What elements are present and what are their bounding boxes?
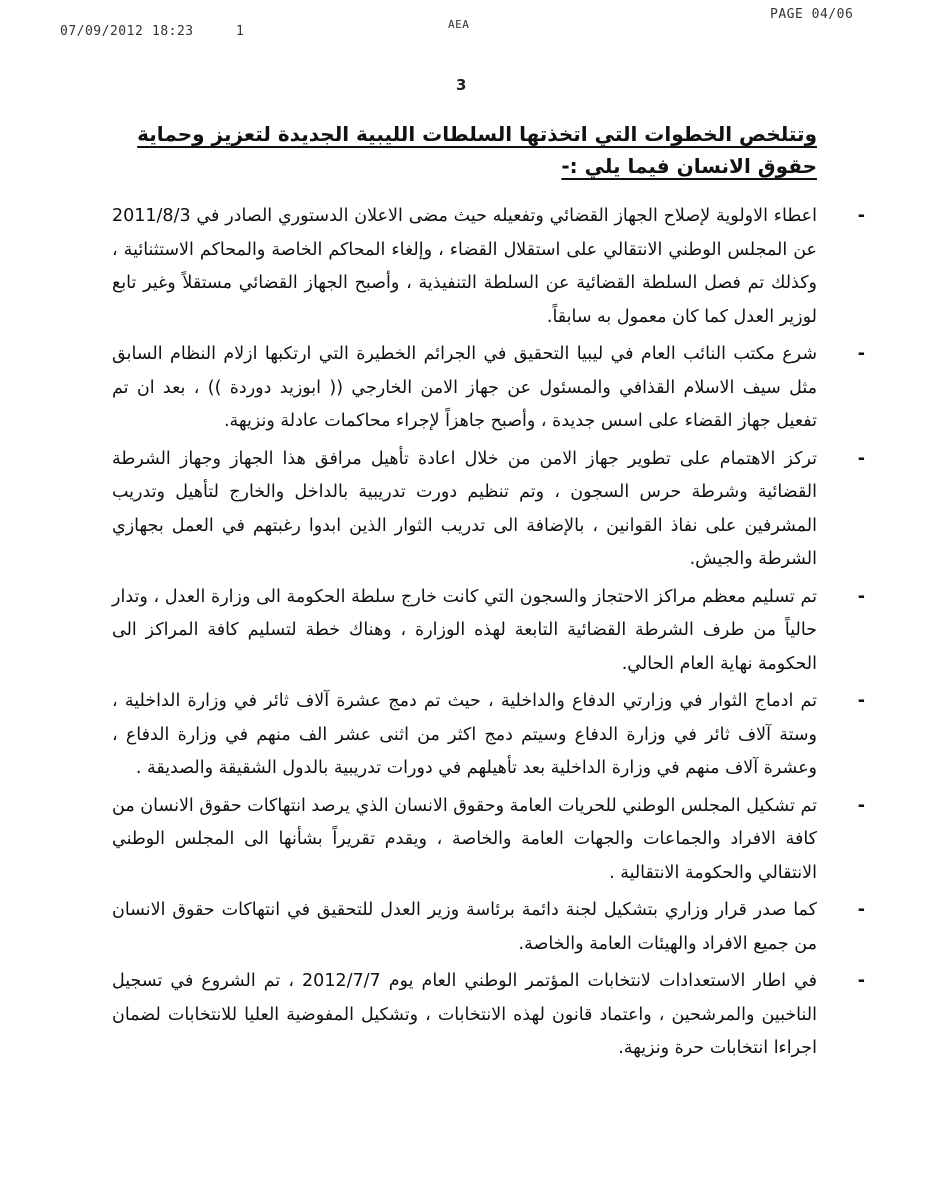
list-item-text: تم ادماج الثوار في وزارتي الدفاع والداخلية ، حيث تم دمج عشرة آلاف ثائر في وزارة الداخلية ، وستة آلاف ثائر في وزارة الدفاع وسيتم دمج اكثر من اثنى عشر الف منهم في وزارة الدفاع ، وعشرة آلاف منهم في وزارة الداخلية بعد تأهيلهم في دورات تدريبية بالدول الشقيقة والصديقة . [112,691,817,778]
fax-page-indicator: PAGE 04/06 [770,7,854,22]
list-item-text: في اطار الاستعدادات لانتخابات المؤتمر الوطني العام يوم 2012/7/7 ، تم الشروع في تسجيل الناخبين والمرشحين ، واعتماد قانون لهذه الانتخابات ، وتشكيل المفوضية العليا للانتخابات لضمان اجراءا انتخابات حرة ونزيهة. [112,971,817,1058]
fax-date: 07/09/2012 [60,24,144,39]
dash-bullet-icon: - [857,448,865,469]
dash-bullet-icon: - [857,971,865,991]
dash-bullet-icon: - [857,900,865,920]
list-item [112,200,865,334]
list-item-text: شرع مكتب النائب العام في ليبيا التحقيق في الجرائم الخطيرة التي ارتكبها ازلام النظام السابق مثل سيف الاسلام القذافي والمسئول عن جهاز الامن الخارجي (( ابوزيد دوردة )) ، بعد ان تم تفعيل جهاز القضاء على اسس جديدة ، وأصبح جاهزاً لإجراء محاكمات عادلة ونزيهة. [112,344,817,431]
list-item-text: اعطاء الاولوية لإصلاح الجهاز القضائي وتفعيله حيث مضى الاعلان الدستوري الصادر في 2011/8/3 عن المجلس الوطني الانتقالي على استقلال القضاء ، وإلغاء المحاكم الخاصة والمحاكم الاستثنائية ، وكذلك تم فصل السلطة القضائية عن السلطة التنفيذية ، وأصبح الجهاز القضائي مستقلاً وغير تابع لوزير العدل كما كان معمول به سابقاً. [112,206,817,327]
page-number: 3 [456,76,467,94]
list-item-text: كما صدر قرار وزاري بتشكيل لجنة دائمة برئاسة وزير العدل للتحقيق في انتهاكات حقوق الانسان من جميع الافراد والهيئات العامة والخاصة. [112,900,817,954]
document-body [112,118,865,1070]
dash-bullet-icon: - [857,795,865,816]
list-item [112,894,865,961]
list-item-text: تم تشكيل المجلس الوطني للحريات العامة وحقوق الانسان الذي يرصد انتهاكات حقوق الانسان من كافة الافراد والجماعات والجهات العامة والخاصة ، ويقدم تقريراً بشأنها الى المجلس الوطني الانتقالي والحكومة الانتقالية . [112,795,817,883]
list-item [112,338,865,439]
dash-bullet-icon: - [857,691,865,711]
dash-bullet-icon: - [857,206,865,226]
list-item [112,581,865,682]
steps-list [112,200,865,1066]
list-item [112,790,865,891]
fax-line-number: 1 [236,24,245,39]
dash-bullet-icon: - [857,586,865,607]
dash-bullet-icon: - [857,344,865,364]
list-item [112,685,865,786]
list-item [112,965,865,1066]
list-item-text: تم تسليم معظم مراكز الاحتجاز والسجون التي كانت خارج سلطة الحكومة الى وزارة العدل ، وتدار حالياً من طرف الشرطة القضائية التابعة لهذه الوزارة ، وهناك خطة لتسليم كافة المراكز الى الحكومة نهاية العام الحالي. [112,586,817,674]
fax-time: 18:23 [152,24,194,39]
fax-sender-id: AEA [448,18,470,31]
list-item [112,443,865,577]
list-item-text: تركز الاهتمام على تطوير جهاز الامن من خلال اعادة تأهيل مرافق هذا الجهاز وجهاز الشرطة القضائية وشرطة حرس السجون ، وتم تنظيم دورت تدريبية بالداخل والخارج لتأهيل وتدريب المشرفين على نفاذ القوانين ، بالإضافة الى تدريب الثوار الذين ابدوا رغبتهم في العمل بجهازي الشرطة والجيش. [112,448,817,569]
section-heading: وتتلخص الخطوات التي اتخذتها السلطات الليبية الجديدة لتعزيز وحماية حقوق الانسان فيما يلي :- [137,122,817,178]
